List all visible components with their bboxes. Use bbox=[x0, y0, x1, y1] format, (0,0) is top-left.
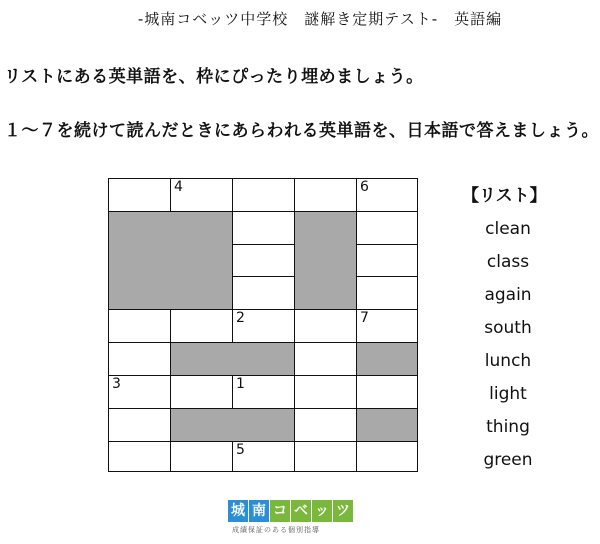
clue-number-7: 7 bbox=[360, 310, 369, 326]
list-word: light bbox=[489, 384, 527, 404]
grid-cell[interactable] bbox=[232, 375, 295, 409]
grid-cell[interactable] bbox=[108, 342, 171, 376]
logo-char: ツ bbox=[333, 500, 353, 522]
logo-char: ッ bbox=[312, 500, 332, 522]
grid-cell[interactable] bbox=[356, 441, 418, 472]
clue-number-3: 3 bbox=[112, 376, 121, 392]
logo-tagline: 成績保証のある個別指導 bbox=[232, 526, 320, 534]
list-word: lunch bbox=[484, 351, 532, 371]
logo-char: 南 bbox=[249, 500, 269, 522]
grid-cell[interactable] bbox=[356, 276, 418, 310]
word-list-title: 【リスト】 bbox=[462, 186, 547, 206]
list-word: south bbox=[484, 318, 532, 338]
grid-cell[interactable] bbox=[108, 309, 171, 343]
grid-cell[interactable] bbox=[294, 441, 357, 472]
clue-number-4: 4 bbox=[174, 179, 183, 195]
clue-number-1: 1 bbox=[236, 376, 245, 392]
grid-cell[interactable] bbox=[170, 375, 233, 409]
grid-cell[interactable] bbox=[232, 178, 295, 212]
grid-cell[interactable] bbox=[232, 276, 295, 310]
grid-cell[interactable] bbox=[170, 178, 233, 212]
grid-cell[interactable] bbox=[294, 342, 357, 376]
grid-cell[interactable] bbox=[170, 441, 233, 472]
grid-cell[interactable] bbox=[294, 309, 357, 343]
brand-logo bbox=[228, 500, 366, 540]
list-word: clean bbox=[485, 219, 531, 239]
clue-number-5: 5 bbox=[236, 442, 245, 458]
grid-cell[interactable] bbox=[232, 211, 295, 245]
clue-number-2: 2 bbox=[236, 310, 245, 326]
grid-cell[interactable] bbox=[232, 244, 295, 277]
grid-cell[interactable] bbox=[232, 441, 295, 472]
list-word: class bbox=[486, 252, 530, 272]
grid-cell[interactable] bbox=[356, 309, 418, 343]
clue-number-6: 6 bbox=[360, 179, 369, 195]
grid-cell[interactable] bbox=[356, 244, 418, 277]
logo-char: 城 bbox=[228, 500, 248, 522]
grid-cell[interactable] bbox=[232, 309, 295, 343]
grid-cell[interactable] bbox=[356, 178, 418, 212]
shaded-block bbox=[356, 342, 418, 376]
grid-cell[interactable] bbox=[108, 441, 171, 472]
grid-cell[interactable] bbox=[108, 375, 171, 409]
grid-cell[interactable] bbox=[108, 178, 171, 212]
crossword-grid bbox=[108, 178, 418, 472]
grid-cell[interactable] bbox=[170, 309, 233, 343]
logo-char: コ bbox=[270, 500, 290, 522]
word-list bbox=[462, 180, 572, 477]
instruction-line-2: １～７を続けて読んだときにあらわれる英単語を、日本語で答えましょう。 bbox=[4, 121, 599, 141]
shaded-block bbox=[294, 211, 357, 310]
grid-cell[interactable] bbox=[108, 408, 171, 442]
shaded-block bbox=[356, 408, 418, 442]
page-title: -城南コベッツ中学校 謎解き定期テスト- 英語編 bbox=[137, 10, 503, 28]
grid-cell[interactable] bbox=[294, 408, 357, 442]
instruction-line-1: リストにある英単語を、枠にぴったり埋めましょう。 bbox=[4, 67, 424, 87]
shaded-block bbox=[170, 342, 295, 376]
shaded-block bbox=[108, 211, 233, 310]
grid-cell[interactable] bbox=[356, 375, 418, 409]
logo-char: ベ bbox=[291, 500, 311, 522]
grid-cell[interactable] bbox=[294, 178, 357, 212]
list-word: again bbox=[484, 285, 532, 305]
grid-cell[interactable] bbox=[294, 375, 357, 409]
shaded-block bbox=[170, 408, 295, 442]
list-word: thing bbox=[486, 417, 530, 437]
list-word: green bbox=[483, 450, 533, 470]
grid-cell[interactable] bbox=[356, 211, 418, 245]
